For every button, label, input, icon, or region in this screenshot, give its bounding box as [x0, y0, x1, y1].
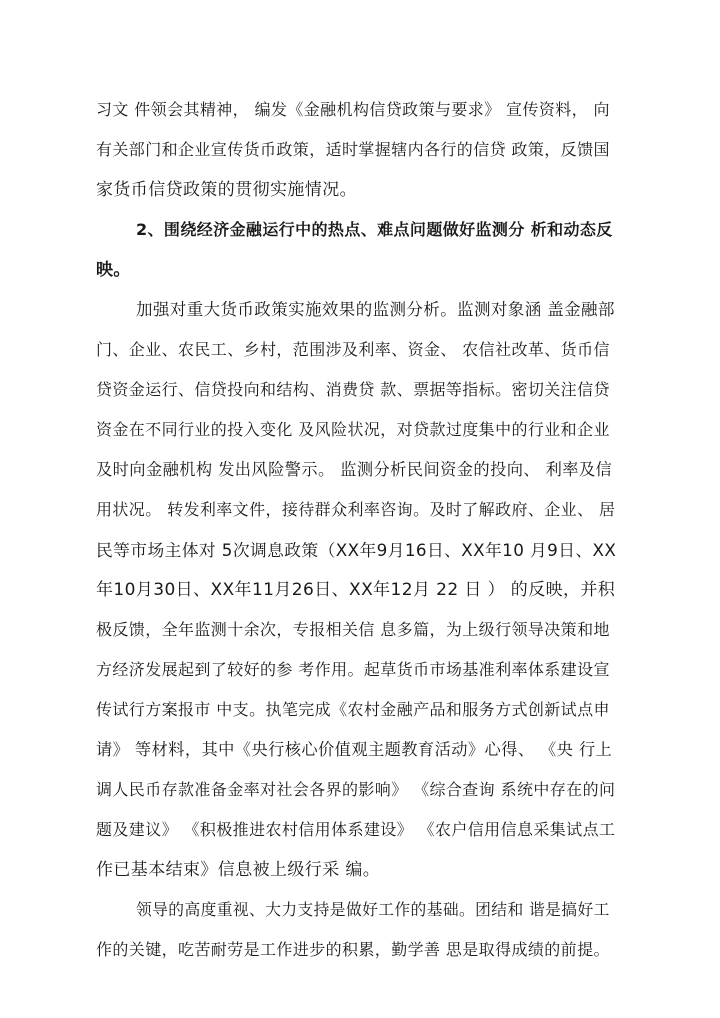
text-line: 加强对重大货币政策实施效果的监测分析。监测对象涵 盖金融部 — [136, 300, 615, 319]
text-line: 资金在不同行业的投入变化 及风险状况，对贷款过度集中的行业和企业 — [96, 420, 610, 439]
text-line: 调人民币存款准备金率对社会各界的影响》 《综合查询 系统中存在的问 — [96, 780, 616, 799]
text-line: 门、企业、农民工、乡村，范围涉及利率、资金、 农信社改革、货币信 — [96, 340, 610, 359]
text-line: 民等市场主体对 5次调息政策（XX年9月16日、XX年10 月9日、XX — [96, 540, 617, 560]
text-line: 作已基本结束》信息被上级行采 编。 — [96, 860, 381, 880]
section-heading: 2、围绕经济金融运行中的热点、难点问题做好监测分 析和动态反 — [136, 220, 613, 239]
text-line: 有关部门和企业宣传货币政策，适时掌握辖内各行的信贷 政策，反馈国 — [96, 140, 610, 159]
text-line: 方经济发展起到了较好的参 考作用。起草货币市场基准利率体系建设宣 — [96, 660, 610, 679]
text-line: 作的关键，吃苦耐劳是工作进步的积累，勤学善 思是取得成绩的前提。 — [96, 940, 610, 959]
text-line: 年10月30日、XX年11月26日、XX年12月 22 日 ） 的反映，并积 — [96, 580, 616, 600]
text-line: 习文 件领会其精神， 编发《金融机构信贷政策与要求》 宣传资料， 向 — [96, 100, 610, 119]
text-line: 贷资金运行、信贷投向和结构、消费贷 款、票据等指标。密切关注信贷 — [96, 380, 610, 399]
text-line: 题及建议》 《积极推进农村信用体系建设》 《农户信用信息采集试点工 — [96, 820, 616, 839]
text-line: 及时向金融机构 发出风险警示。 监测分析民间资金的投向、 利率及信 — [96, 460, 613, 479]
text-line: 家货币信贷政策的贯彻实施情况。 — [96, 180, 357, 200]
text-line: 极反馈，全年监测十余次，专报相关信 息多篇，为上级行领导决策和地 — [96, 620, 610, 639]
text-line: 请》 等材料，其中《央行核心价值观主题教育活动》心得、 《央 行上 — [96, 740, 613, 759]
text-line: 传试行方案报市 中支。执笔完成《农村金融产品和服务方式创新试点申 — [96, 700, 610, 719]
text-line: 用状况。 转发利率文件，接待群众利率咨询。及时了解政府、企业、 居 — [96, 500, 616, 519]
section-heading: 映。 — [96, 260, 131, 280]
text-line: 领导的高度重视、大力支持是做好工作的基础。团结和 谐是搞好工 — [136, 900, 610, 919]
